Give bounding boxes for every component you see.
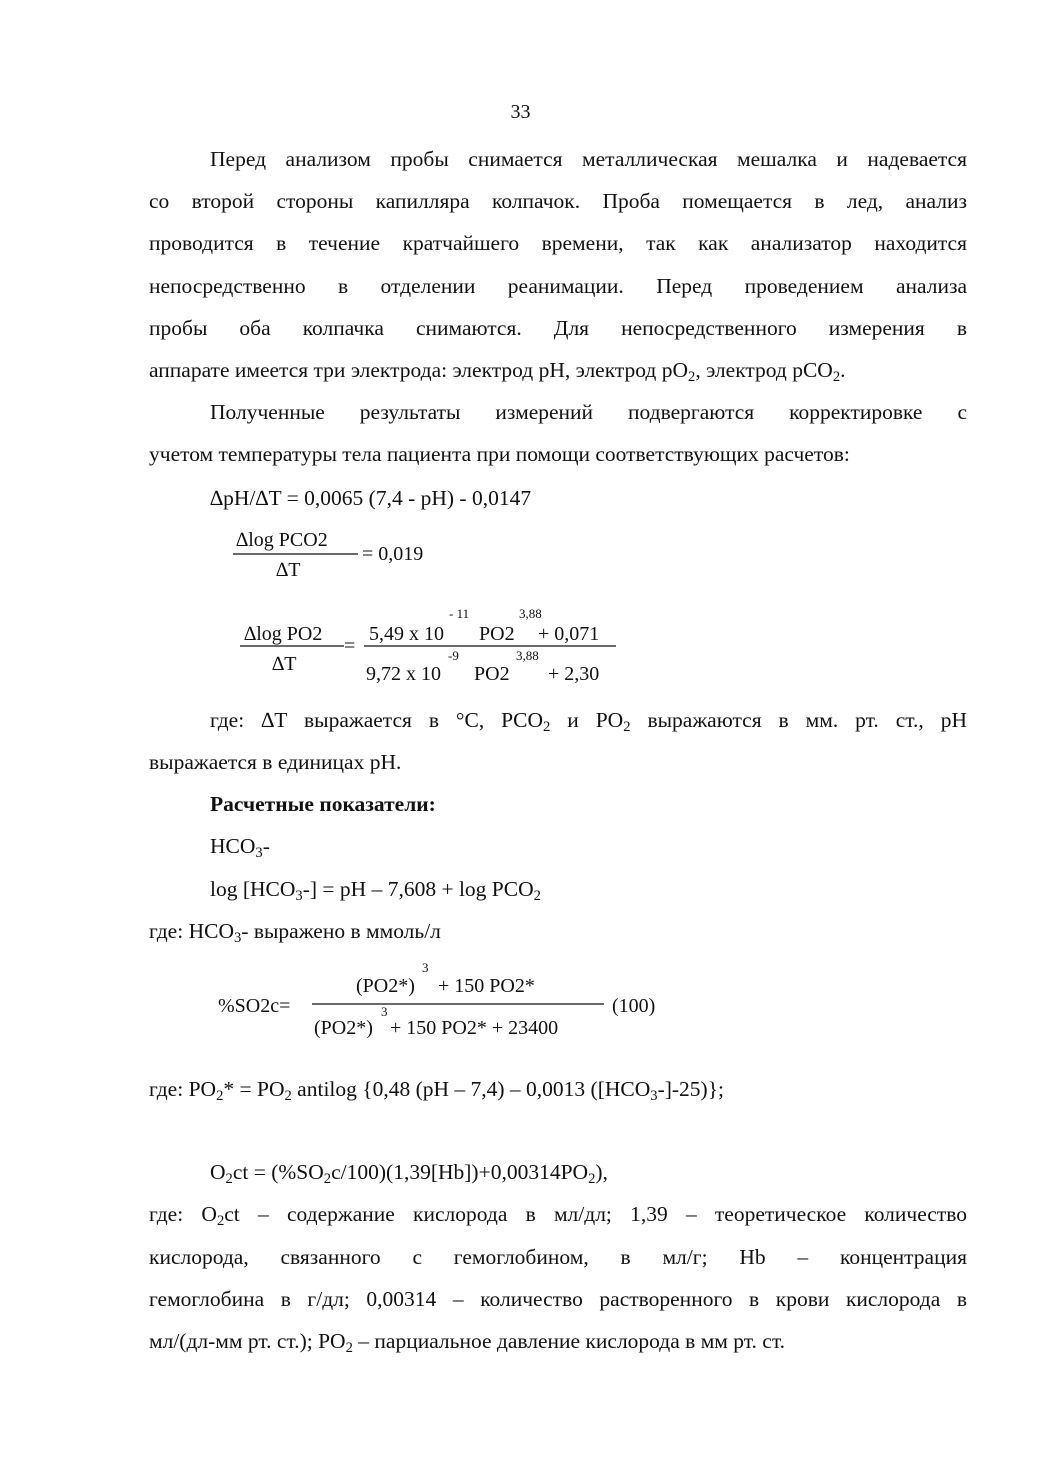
formula-po2-left-numerator: ∆log PO2 [244,623,323,645]
formula-po2-num-exponent-2: 3,88 [519,606,542,621]
formula-so2c-num-exponent: 3 [422,960,429,975]
paragraph-2-line-2: учетом температуры тела пациента при помощи соответствующих расчетов: [149,442,850,466]
formula-so2c-den-rest: + 150 PO2* + 23400 [390,1017,559,1039]
formula-so2c-den-exponent: 3 [381,1004,388,1019]
paragraph-1-line-4: непосредственно в отделении реанимации. Перед проведением анализа [149,274,967,298]
section-heading: Расчетные показатели: [210,792,436,816]
formula-pco2-denominator: ∆T [276,559,301,581]
formula-so2c-num-base: (PO2*) [356,975,415,997]
paragraph-1-line-3: проводится в течение кратчайшего времени, так как анализатор находится [149,231,967,255]
formula-po2-den-constant: + 2,30 [548,663,600,685]
formula-so2c-left: %SO2c= [218,995,291,1017]
hco3-units: где: $HCO_3-$ выражено в ммоль/л [149,919,441,947]
formula-po2-num-exponent: - 11 [449,606,470,621]
formula-po2-left-denominator: ∆T [272,653,297,675]
paragraph-2-line-1: Полученные результаты измерений подвергаются корректировке с [210,400,967,424]
formula-po2-num-constant: + 0,071 [538,623,600,645]
paragraph-1-line-5: пробы оба колпачка снимаются. Для непосредственного измерения в [149,316,967,340]
formula-so2c-den-base: (PO2*) [314,1017,373,1039]
formula-so2c [214,960,674,1044]
final-paragraph-line-2: кислорода, связанного с гемоглобином, в мл/г; Hb – концентрация [149,1245,967,1269]
page-number: 33 [510,101,531,123]
formula-po2-den-po2: PO2 [474,663,510,685]
formula-po2-equals: = [344,635,356,657]
formula-pco2-correction [228,522,458,584]
paragraph-1-line-6: аппарате имеется три электрода: электрод pH, электрод $pO_2$, электрод pCO$_2$. [149,358,846,386]
formula-ph-correction: ∆pH/∆T = 0,0065 (7,4 - pH) - 0,0147 [210,486,532,510]
hco3-formula: $\log [HCO_3-]$ = pH – $7,608 + \log PCO_2$ [210,877,541,905]
hco3-label: $HCO_3-$ [210,834,270,862]
where-units-line-2: выражается в единицах pH. [149,750,402,774]
formula-pco2-numerator: ∆log PCO2 [236,529,328,551]
paragraph-1-line-2: со второй стороны капилляра колпачок. Проба помещается в лед, анализ [149,189,967,213]
formula-po2-den-base: 9,72 x 10 [366,663,441,685]
o2ct-formula: $O_2ct = (\%SO_2c/100)(1,39[Hb])+0,00314PO_2$), [210,1160,608,1188]
formula-pco2-equals: = 0,019 [362,543,424,565]
formula-so2c-factor: (100) [612,995,656,1017]
final-paragraph-line-3: гемоглобина в г/дл; 0,00314 – количество растворенного в крови кислорода в [149,1287,967,1311]
paragraph-1-line-1: Перед анализом пробы снимается металлическая мешалка и надевается [210,147,967,171]
formula-po2-num-base: 5,49 x 10 [369,623,444,645]
where-po2-star: где: $PO_2* = PO_2$ antilog {0,48 (pH – 7,4) – 0,0013 $([HCO_3-]-25)$}; [149,1077,725,1105]
formula-po2-num-po2: PO2 [479,623,515,645]
formula-po2-correction [232,600,632,690]
formula-po2-den-exponent: -9 [448,648,459,663]
formula-so2c-num-rest: + 150 PO2* [438,975,535,997]
formula-po2-den-exponent-2: 3,88 [516,648,539,663]
final-paragraph-line-4: мл/(дл-мм рт. ст.); $PO_2$ – парциальное давление кислорода в мм рт. ст. [149,1329,785,1357]
final-paragraph-line-1: где: $O_2ct$ – содержание кислорода в мл/дл; 1,39 – теоретическое количество [149,1202,967,1230]
where-units-line-1: где: ∆T выражается в °C, $PCO_2$ и $PO_2$ выражаются в мм. рт. ст., pH [210,708,967,736]
